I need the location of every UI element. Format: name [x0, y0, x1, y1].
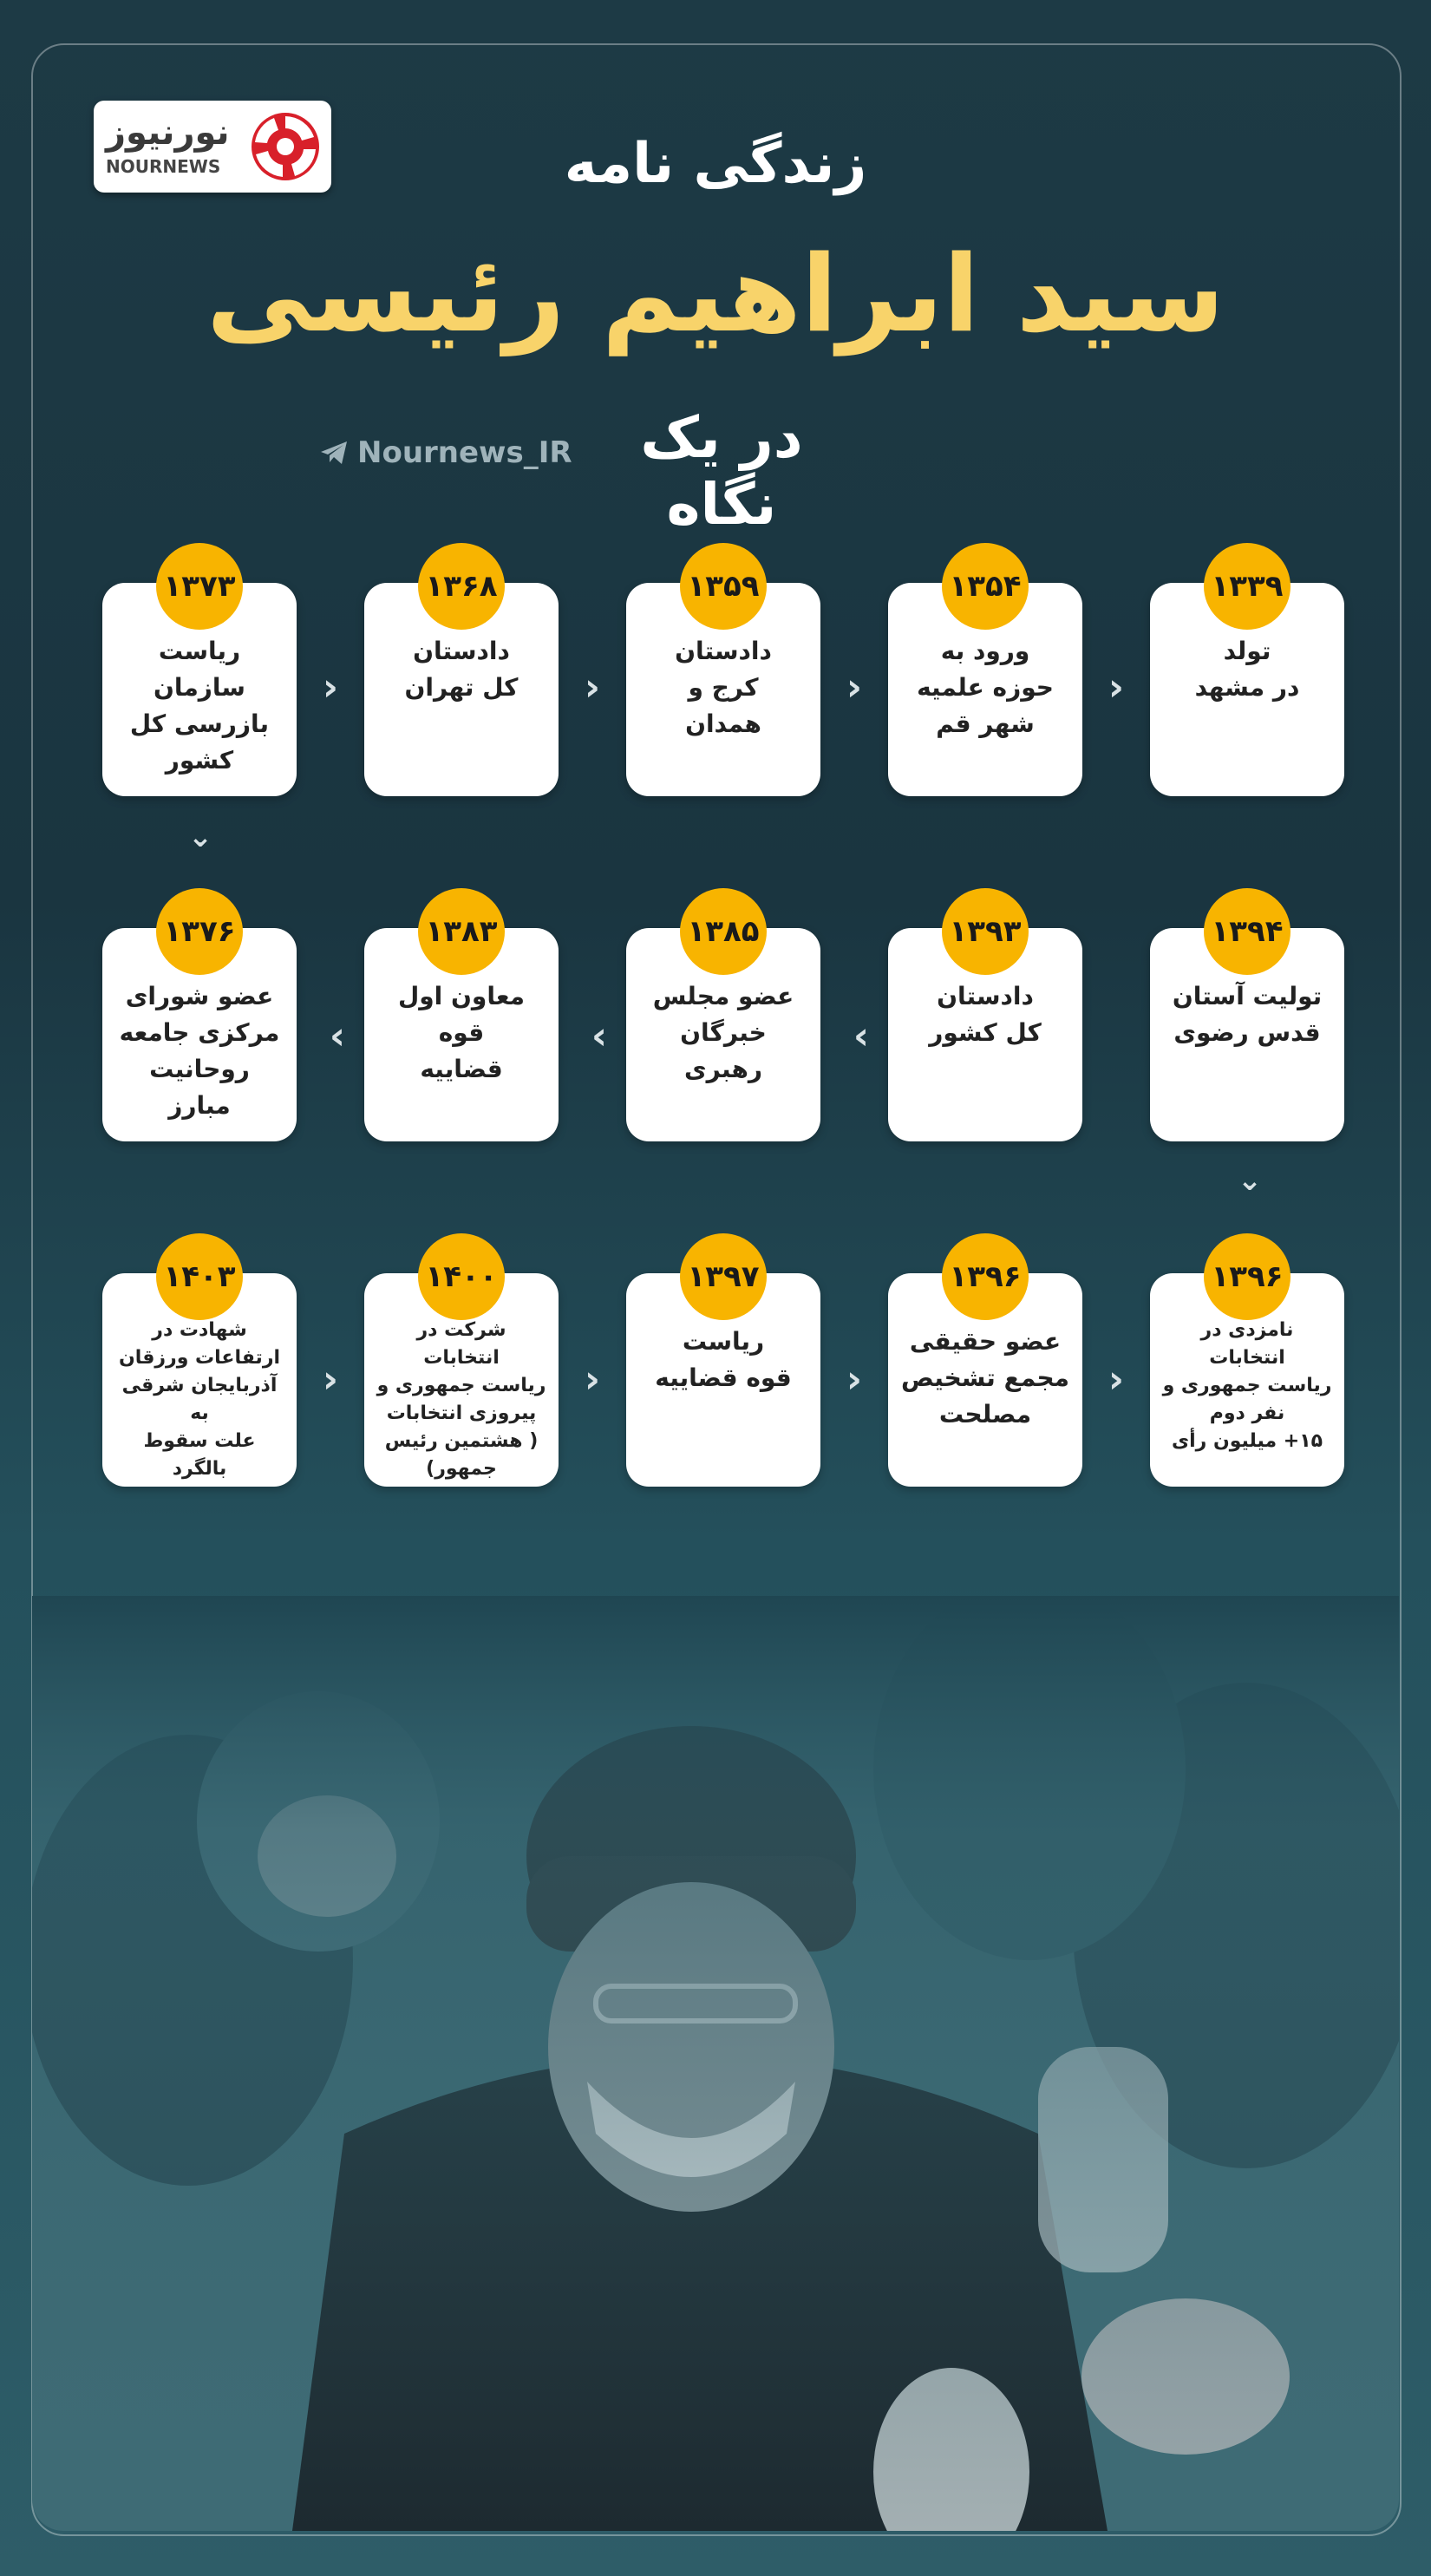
timeline-card	[888, 914, 1082, 1141]
chevron-left-icon: ‹	[584, 1357, 601, 1402]
card-text: شرکت در انتخابات ریاست جمهوری و پیروزی انتخابات ( هشتمین رئیس جمهور)	[376, 1319, 546, 1480]
card-year: ۱۳۵۴	[942, 543, 1029, 630]
timeline-card	[626, 1259, 820, 1487]
timeline-card	[1150, 569, 1344, 796]
handle-text: Nournews_IR	[357, 435, 572, 470]
chevron-down-icon: ⌄	[1237, 1163, 1263, 1198]
page-tagline: در یک نگاه	[640, 404, 803, 538]
chevron-left-icon: ‹	[322, 1357, 339, 1402]
chevron-left-icon: ‹	[846, 665, 863, 709]
page-title: سید ابراهیم رئیسی	[206, 232, 1225, 356]
chevron-right-icon: ›	[329, 1014, 346, 1058]
card-text: ریاست سازمان بازرسی کل کشور	[129, 637, 270, 775]
background-photo	[32, 1596, 1399, 2531]
card-text: عضو مجلس خبرگان رهبری	[652, 982, 794, 1083]
card-year: ۱۳۳۹	[1204, 543, 1291, 630]
card-text: دادستان کل تهران	[404, 637, 519, 702]
chevron-left-icon: ‹	[1108, 1357, 1125, 1402]
chevron-left-icon: ‹	[584, 665, 601, 709]
card-text: دادستان کل کشور	[929, 982, 1042, 1047]
card-year: ۱۳۹۳	[942, 888, 1029, 975]
card-text: نامزدی در انتخابات ریاست جمهوری و نفر دوم ۱۵+ میلیون رأی	[1162, 1319, 1332, 1452]
timeline-card	[626, 914, 820, 1141]
card-year: ۱۳۶۸	[418, 543, 505, 630]
page-subtitle: زندگی نامه	[564, 132, 867, 196]
card-year: ۱۳۹۷	[680, 1233, 767, 1320]
card-year: ۱۳۷۳	[156, 543, 243, 630]
timeline-card	[1150, 1259, 1344, 1487]
logo-persian: نورنیوز	[106, 113, 230, 153]
card-year: ۱۳۹۶	[942, 1233, 1029, 1320]
timeline-card	[102, 569, 297, 796]
card-year: ۱۳۹۴	[1204, 888, 1291, 975]
card-year: ۱۳۸۳	[418, 888, 505, 975]
timeline-card	[1150, 914, 1344, 1141]
card-year: ۱۴۰۰	[418, 1233, 505, 1320]
card-text: عضو حقیقی مجمع تشخیص مصلحت	[901, 1327, 1069, 1429]
logo-latin: NOURNEWS	[106, 156, 221, 177]
timeline-card	[102, 914, 297, 1141]
card-text: شهادت در ارتفاعات ورزقان آذربایجان شرقی به علت سقوط بالگرد	[118, 1319, 281, 1480]
card-year: ۱۳۵۹	[680, 543, 767, 630]
card-text: ورود به حوزه علمیه شهر قم	[917, 637, 1054, 738]
card-year: ۱۳۹۶	[1204, 1233, 1291, 1320]
chevron-left-icon: ‹	[846, 1357, 863, 1402]
timeline-card	[888, 1259, 1082, 1487]
telegram-handle	[319, 435, 579, 470]
card-text: عضو شورای مرکزی جامعه روحانیت مبارز	[119, 982, 280, 1120]
card-text: معاون اول قوه قضاییه	[397, 982, 525, 1083]
chevron-left-icon: ‹	[1108, 665, 1125, 709]
card-year: ۱۴۰۳	[156, 1233, 243, 1320]
timeline-card	[364, 914, 559, 1141]
card-year: ۱۳۷۶	[156, 888, 243, 975]
timeline-card	[364, 1259, 559, 1487]
card-text: تولیت آستان قدس رضوی	[1172, 982, 1323, 1047]
telegram-icon	[319, 440, 349, 466]
timeline-card	[102, 1259, 297, 1487]
card-year: ۱۳۸۵	[680, 888, 767, 975]
timeline-card	[888, 569, 1082, 796]
chevron-right-icon: ›	[853, 1014, 870, 1058]
chevron-right-icon: ›	[591, 1014, 608, 1058]
card-text: تولد در مشهد	[1194, 637, 1300, 702]
chevron-down-icon: ⌄	[187, 820, 213, 854]
timeline-card	[364, 569, 559, 796]
chevron-left-icon: ‹	[322, 665, 339, 709]
timeline-card	[626, 569, 820, 796]
card-text: دادستان کرج و همدان	[675, 637, 772, 738]
card-text: ریاست قوه قضاییه	[655, 1327, 792, 1392]
